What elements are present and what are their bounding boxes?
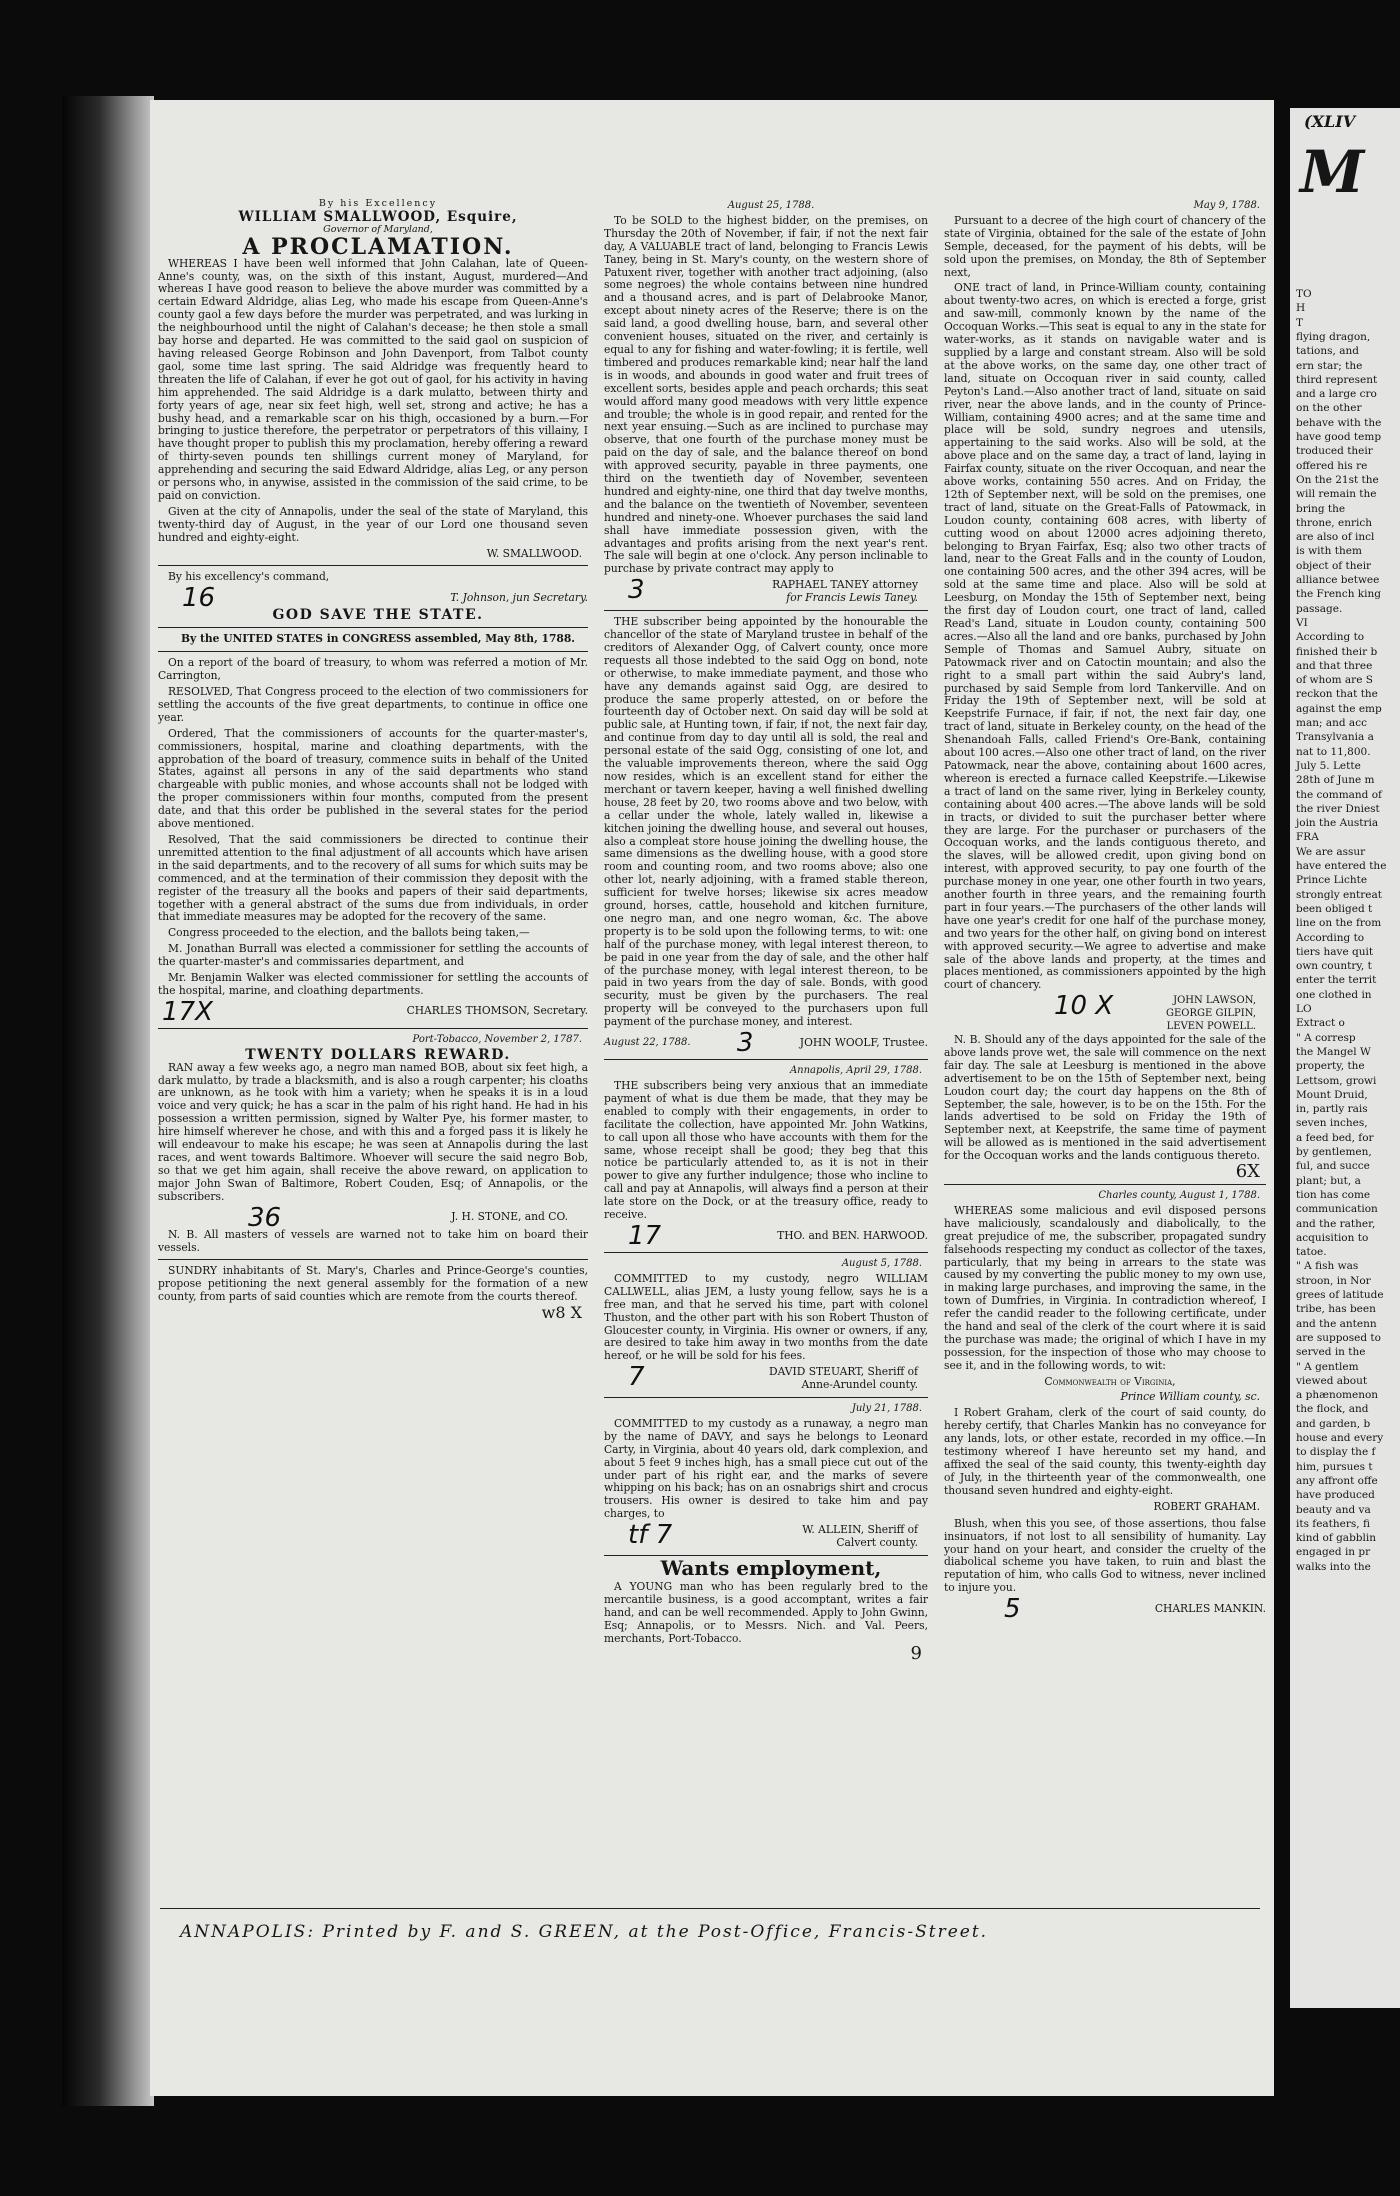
- strip-line: property, the: [1296, 1060, 1365, 1073]
- occoquan-date: May 9, 1788.: [1193, 200, 1260, 211]
- proclamation-command: By his excellency's command,: [168, 570, 330, 584]
- strip-line: and the antenn: [1296, 1317, 1377, 1330]
- strip-line: ful, and succe: [1296, 1160, 1370, 1173]
- strip-line: a feed bed, for: [1296, 1131, 1374, 1144]
- divider: [604, 1397, 928, 1398]
- divider: [158, 1259, 588, 1260]
- blush-paragraph: Blush, when this you see, of those assertions, thou false insinuators, if not lost to all sensibility of humanity. Lay your hand on your heart, and consider the cruelty of the diabolical scheme you have taken, to ruin and blast the reputation of him, who calls God to witness, never inclined to injure you.: [944, 1516, 1266, 1595]
- congress-para: Mr. Benjamin Walker was elected commissioner for settling the accounts of the hospital, marine, and cloathing departments.: [158, 971, 588, 997]
- proclamation-body: WHEREAS I have been well informed that John Calahan, late of Queen-Anne's county, was, on the sixth of this instant, August, murdered—And whereas I have good reason to believe the above murder was committed by a certain Edward Aldridge, alias Leg, who made his escape from Queen-Anne's county gaol a few days before the murder was perpetrated, and was lurking in the neighbourhood until the night of Calahan's decease; he then stole a small bay horse and departed. He was committed to the said gaol on suspicion of having released George Robinson and John Davenport, from Talbot county gaol, some time last spring. The said Aldridge was frequently heard to threaten the life of Calahan, if ever he got out of gaol, for his activity in having him apprehended. The said Aldridge is a dark mulatto, between thirty and forty years of age, near six feet high, well set, strong and active; he has a bushy head, and a remarkable scar on his thigh, occasioned by a burn.—For bringing to justice therefore, the perpetrator or perpetrators of this villainy, I have thought proper to publish this my proclamation, hereby offering a reward of thirty-seven pounds ten shillings current money of Maryland, for apprehending and securing the said Edward Aldridge, alias Leg, or any person or persons who, in anywise, assisted in the commission of the said crime, to be paid on conviction.: [158, 256, 588, 502]
- harwood-date: Annapolis, April 29, 1788.: [789, 1065, 922, 1077]
- divider: [158, 627, 588, 628]
- allein-signature-2: Calvert county.: [836, 1536, 918, 1550]
- strip-line: are also of incl: [1296, 531, 1375, 544]
- strip-line: TO: [1296, 288, 1312, 300]
- proclamation-signature: W. SMALLWOOD.: [486, 546, 582, 560]
- handwritten-mark: 9: [910, 1643, 922, 1665]
- strip-line: will remain the: [1296, 488, 1377, 501]
- divider: [944, 1184, 1266, 1185]
- congress-para: M. Jonathan Burrall was elected a commissioner for settling the accounts of the quarter-master's and commissaries department, and: [158, 942, 588, 969]
- strip-line: have entered the: [1296, 860, 1387, 872]
- divider: [158, 651, 588, 652]
- strip-line: and that three: [1296, 659, 1373, 672]
- divider: [158, 565, 588, 566]
- strip-line: tatoe.: [1296, 1246, 1327, 1259]
- commonwealth-title: Commonwealth of Virginia,: [1044, 1374, 1176, 1388]
- strip-line: him, pursues t: [1296, 1460, 1373, 1473]
- reward-nb: N. B. All masters of vessels are warned not to take him on board their vessels.: [158, 1227, 588, 1254]
- strip-line: tiers have quit: [1296, 945, 1374, 958]
- occoquan-body: ONE tract of land, in Prince-William county, containing about twenty-two acres, on which is erected a forge, grist and saw-mill, commonly known by the name of the Occoquan Works.—This seat is equal to any in the state for water-works, as it stands on navigable water and is supplied by a large and constant stream. Also will be sold at the above works, on the same day, one other tract of land, situate on Occoquan river in said county, called Peyton's Land.—Also another tract of land, situate on said river, near the above lands, and in the county of Prince-William, containing 4900 acres; and at the same time and place will be sold, sundry negroes and utensils, appertaining to the said works. Also will be sold, at the above place and on the same day, a tract of land, laying in Fairfax county, situate on the river Occoquan, and near the above works, containing 550 acres. And on Friday, the 12th of September next, will be sold on the premises, one tract of land, situate on the Great-Falls of Patowmack, in Loudon county, containing 608 acres, with liberty of cutting wood on about 12000 acres adjoining thereto, belonging to Bryan Fairfax, Esq; also two other tracts of land, near to the Great Falls and in the county of Loudon, one containing 500 acres, and the other 394 acres, will be sold at the same time and place. Also will be sold at Leesburg, on Monday the 15th of September next, being the first day of Loudon court, one tract of land, called Read's Land, situate in Loudon county, containing 500 acres.—Also all the land and ore banks, purchased by John Semple of Thomas and Samuel Aubry, situate on Patowmack river and on Catoctin mountain; and also the right to a small part within the said Aubry's land, purchased by said Semple from lord Tankerville. And on Friday the 19th of September next, will be sold at Keepstrife Furnace, if fair, if not, the next fair day, one tract of land, situate in Berkeley county, on the head of the Shenandoah Falls, called Friend's Ore-Bank, containing about 100 acres.—Also one other tract of land, on the river Patowmack, near the above, containing about 1600 acres, whereon is erected a furnace called Keepstrife.—Likewise a tract of land on the same river, lying in Berkeley county, containing about 400 acres.—The above lands will be sold in tracts, or divided to suit the purchaser better where they are large. For the purchaser or purchasers of the Occoquan works, and the lands contiguous thereto, and the slaves, will be allowed credit, upon giving bond on interest, with approved security, to pay one fourth of the purchase money in one year, one other fourth in two years, another fourth in three years, and the remaining fourth part in four years.—The purchasers of the other lands will have one year's credit for one half of the purchase money, and two years for the other half, on giving bond on interest with approved security.—We agree to advertise and make sale of the above lands and property, at the times and places mentioned, as commissioners appointed by the high court of chancery.: [944, 281, 1266, 992]
- strip-line: served in the: [1296, 1346, 1366, 1359]
- book-binding: [62, 96, 154, 2106]
- strip-line: acquisition to: [1296, 1231, 1369, 1244]
- strip-line: man; and acc: [1296, 717, 1367, 729]
- adjacent-page-strip: [1290, 108, 1400, 2008]
- strip-line: passage.: [1296, 602, 1343, 615]
- strip-line: According to: [1296, 631, 1365, 644]
- mankin-signature: CHARLES MANKIN.: [1154, 1601, 1266, 1615]
- harwood-signature: THO. and BEN. HARWOOD.: [777, 1228, 928, 1242]
- congress-para: Congress proceeded to the election, and the ballots being taken,—: [168, 926, 530, 940]
- strip-line: the river Dniest: [1296, 802, 1380, 815]
- strip-line: Lettsom, growi: [1296, 1074, 1377, 1087]
- divider: [604, 610, 928, 611]
- occoquan-nb: N. B. Should any of the days appointed for the sale of the above lands prove wet, the sale will commence on the next fair day. The sale at Leesburg is mentioned in the above advertisement to be on the 15th of September next, being Loudon court day; the court day happens on the 8th of September, the sale, however, is to be on the 15th. For the lands advertised to be sold on Friday the 19th of September next, at Keepstrife, the same time of payment will be allowed as is mentioned in the said advertisement for the Occoquan works and the lands contiguous thereto.: [944, 1033, 1266, 1163]
- strip-line: have good temp: [1296, 431, 1382, 443]
- strip-line: T: [1296, 316, 1304, 329]
- sale-body: To be SOLD to the highest bidder, on the premises, on Thursday the 20th of November, if fair, if not the next fair day, A VALUABLE tract of land, belonging to Francis Lewis Taney, being in St. Mary's county, on the western shore of Patuxent river, together with another tract adjoining, (also some negroes) the whole contains between nine hundred and a thousand acres, and is part of Delabrooke Manor, except about ninety acres of the Reserve; there is on the said land, a good dwelling house, barn, and several other convenient houses, situated on the river, and certainly is equal to any for fishing and water-fowling; it is fertile, well timbered and produces remarkable kind; near half the land is in woods, and abounds in good water and fruit trees of excellent sorts, besides apple and peach orchards; this seat would afford many good meadows with very little expence and trouble; the whole is in good repair, and rented for the next year ensuing.—Such as are inclined to purchase may observe, that one fourth of the purchase money must be paid on the day of sale, and the balance thereof on bond with approved security, payable in three payments, one third on the twentieth day of November, seventeen hundred and eighty-nine, one third that day twelve months, and the balance on the twentieth of November, seventeen hundred and ninety-one. Whoever purchases the said land shall have immediate possession given, with the advantages and profits arising from the next year's rent. The sale will begin at one o'clock. Any person inclinable to purchase by private contract may apply to: [604, 213, 928, 576]
- commissioner-2: GEORGE GILPIN,: [1165, 1008, 1256, 1020]
- strip-line: the command of: [1296, 788, 1382, 801]
- strip-line: offered his re: [1296, 459, 1368, 472]
- divider: [604, 1059, 928, 1060]
- handwritten-mark: 6X: [1235, 1161, 1260, 1183]
- mankin-body: WHEREAS some malicious and evil disposed persons have maliciously, scandalously and diabolically, to the great prejudice of me, the subscriber, propagated sundry falsehoods respecting my conduct as collector of the taxes, particularly, that my being in arrears to the state was caused by my converting the public money to my own use, in making large purchases, and improving the same, in the town of Dumfries, in Virginia. In contradiction whereof, I refer the candid reader to the following certificate, under the hand and seal of the clerk of the court where it is said the purchase was made; the original of which I have in my possession, for the inspection of those who may choose to see it, and in the following words, to wit:: [944, 1203, 1266, 1372]
- strip-line: strongly entreat: [1296, 888, 1382, 901]
- strip-line: reckon that the: [1296, 688, 1378, 701]
- reward-title: TWENTY DOLLARS REWARD.: [245, 1046, 511, 1063]
- allwell-date: August 5, 1788.: [841, 1257, 922, 1269]
- strip-line: alliance betwee: [1296, 574, 1380, 586]
- strip-line: of whom are S: [1296, 674, 1373, 687]
- strip-line: any affront offe: [1296, 1474, 1378, 1487]
- davy-notice: COMMITTED to my custody as a runaway, a negro man by the name of DAVY, and says he belongs to Leonard Carty, in Virginia, about 40 years old, dark complexion, and about 5 feet 9 inches high, has a small piece cut out of the under part of his right ear, and the marks of severe whipping on his back; has on an osnabrigs shirt and crocus trousers. His owner is desired to take him and pay charges, to: [604, 1416, 928, 1521]
- proclamation-title: A PROCLAMATION.: [242, 233, 514, 260]
- wants-employment-title: Wants employment,: [660, 1556, 882, 1580]
- handwritten-mark: 10 X: [1054, 991, 1114, 1022]
- strip-line: stroon, in Nor: [1296, 1274, 1371, 1287]
- proclamation-governor-name: WILLIAM SMALLWOOD, Esquire,: [238, 208, 518, 225]
- allein-signature: W. ALLEIN, Sheriff of: [802, 1523, 918, 1537]
- woolf-signature: JOHN WOOLF, Trustee.: [799, 1035, 928, 1049]
- strip-line: " A corresp: [1296, 1031, 1356, 1044]
- strip-line: enter the territ: [1296, 974, 1377, 987]
- reward-body: RAN away a few weeks ago, a negro man named BOB, about six feet high, a dark mulatto, by trade a blacksmith, and is also a rough carpenter; his cloaths are unknown, as he took with him a variety; when he speaks it is in a loud voice and very quick; he has a scar in the palm of his right hand. He had in his possession a written permission, signed by Walter Pye, his former master, to hire himself wherever he chose, and with this and a forged pass it is likely he will endeavour to make his escape; he was seen at Annapolis during the last races, and went towards Baltimore. Whoever will secure the said negro Bob, so that we get him again, shall receive the above reward, on application to major John Swan of Baltimore, Robert Couden, Esq; of Annapolis, or the subscribers.: [158, 1060, 588, 1203]
- strip-line: beauty and va: [1296, 1503, 1371, 1516]
- strip-line: in, partly rais: [1296, 1103, 1368, 1116]
- reward-dateline: Port-Tobacco, November 2, 1787.: [412, 1033, 582, 1045]
- handwritten-mark: 3: [736, 1028, 754, 1059]
- commonwealth-county: Prince William county, sc.: [1120, 1389, 1260, 1403]
- strip-line: tribe, has been: [1296, 1303, 1376, 1316]
- strip-line: According to: [1296, 931, 1365, 944]
- strip-line: Extract o: [1296, 1017, 1345, 1030]
- strip-masthead-letter: M: [1300, 138, 1365, 206]
- strip-line: tion has come: [1296, 1188, 1371, 1201]
- strip-line: object of their: [1296, 559, 1372, 572]
- strip-line: is with them: [1296, 545, 1362, 558]
- column-2: [604, 198, 928, 1665]
- divider: [158, 1028, 588, 1029]
- strip-line: VI: [1296, 616, 1308, 629]
- harwood-notice: THE subscribers being very anxious that an immediate payment of what is due them be made, that they may be enabled to comply with their engagements, in order to facilitate the collection, have appointed Mr. John Watkins, to call upon all those who have accounts with them for the same, whose receipt shall be good; they beg that this notice be particularly attended to, as it is not in their power to give any further indulgence; those who incline to call and pay at Annapolis, will always find a person at their late store on the Dock, or at the treasury office, ready to receive.: [604, 1079, 928, 1222]
- strip-line: join the Austria: [1296, 817, 1379, 830]
- commissioner-1: JOHN LAWSON,: [1173, 995, 1256, 1007]
- strip-line: behave with the: [1296, 416, 1382, 429]
- strip-line: seven inches,: [1296, 1117, 1368, 1130]
- strip-line: walks into the: [1296, 1560, 1371, 1573]
- strip-line: nat to 11,800.: [1296, 745, 1371, 758]
- steuart-signature: DAVID STEUART, Sheriff of: [769, 1365, 918, 1379]
- strip-line: been obliged t: [1296, 902, 1373, 915]
- strip-line: a phænomenon: [1296, 1389, 1379, 1402]
- strip-line: by gentlemen,: [1296, 1146, 1372, 1158]
- strip-line: the French king: [1296, 588, 1381, 601]
- steuart-signature-2: Anne-Arundel county.: [801, 1378, 918, 1392]
- strip-line: and the rather,: [1296, 1217, 1376, 1230]
- strip-line: kind of gabblin: [1296, 1532, 1376, 1545]
- strip-line: Prince Lichte: [1296, 874, 1368, 887]
- congress-para: Ordered, That the commissioners of accounts for the quarter-master's, commissioners, hospital, marine and cloathing departments, with the approbation of the board of treasury, commence suits in behalf of the United States, against all persons in any of the said departments who stand chargeable with public monies, and whose accounts shall not be lodged with the proper commissioners within four months, computed from the present date, and that this order be published in the several states for the period above mentioned.: [158, 726, 588, 831]
- strip-line: We are assur: [1296, 845, 1366, 858]
- strip-line: own country, t: [1296, 960, 1372, 973]
- sale-signature-2: for Francis Lewis Taney.: [786, 591, 918, 605]
- proclamation-governor-title: Governor of Maryland,: [323, 223, 433, 235]
- strip-line: one clothed in: [1296, 988, 1372, 1001]
- strip-line: against the emp: [1296, 702, 1382, 715]
- commissioner-3: LEVEN POWELL.: [1166, 1021, 1256, 1033]
- strip-line: its feathers, fi: [1296, 1517, 1370, 1530]
- ogg-notice: THE subscriber being appointed by the honourable the chancellor of the state of Maryland trustee in behalf of the creditors of Alexander Ogg, of Calvert county, once more requests all those indebted to the said Ogg on bond, note or otherwise, to make immediate payment, and those who have any demands against said Ogg, are desired to produce the same properly attested, on or before the fourteenth day of October next. On said day will be sold at public sale, at Hunting town, if fair, if not, the next fair day, and continue from day to day until all is sold, the real and personal estate of the said Ogg, consisting of one lot, and the valuable improvements thereon, where the said Ogg now resides, which is an excellent stand for either the merchant or tavern keeper, having a well finished dwelling house, 28 feet by 20, two rooms above and two below, with a cellar under the whole, lately walled in, likewise a kitchen joining the dwelling house, and several out houses, also a compleat store house joining the dwelling house, the same dimensions as the dwelling house, with a good store room and counting room, and two rooms above; also one other lot, nearly adjoining, with a framed stable thereon, sufficient for twelve horses; likewise six acres meadow ground, horses, cattle, household and kitchen furniture, one negro man, and one negro woman, &c. The above property is to be sold upon the following terms, to wit: one half of the purchase money, with legal interest thereon, to be paid in one year from the day of sale, and the other half of the purchase money, with legal interest thereon, to be paid in two years from the day of sale. Bonds, with good security, must be given by the purchasers. The real property will be conveyed to the purchasers upon full payment of the purchase money, and interest.: [604, 615, 928, 1029]
- strip-line: tations, and: [1296, 345, 1359, 358]
- sundry-notice: SUNDRY inhabitants of St. Mary's, Charles and Prince-George's counties, propose petitioning the next general assembly for the formation of a new county, from parts of said counties which are remote from the courts thereof.: [158, 1264, 588, 1304]
- mankin-date: Charles county, August 1, 1788.: [1098, 1189, 1260, 1201]
- column-3: [944, 198, 1266, 1625]
- strip-line: FRA: [1296, 831, 1319, 844]
- strip-line: On the 21st the: [1296, 473, 1379, 486]
- graham-signature: ROBERT GRAHAM.: [1153, 1499, 1260, 1513]
- strip-line: LO: [1296, 1003, 1312, 1015]
- proclamation-given: Given at the city of Annapolis, under the seal of the state of Maryland, this twenty-third day of August, in the year of our Lord one thousand seven hundred and eighty-eight.: [158, 504, 588, 544]
- strip-line: and garden, b: [1296, 1417, 1371, 1430]
- sale-signature: RAPHAEL TANEY attorney: [772, 578, 918, 592]
- congress-para: On a report of the board of treasury, to whom was referred a motion of Mr. Carrington,: [158, 656, 588, 683]
- strip-line: have produced: [1296, 1489, 1375, 1502]
- strip-line: Mount Druid,: [1296, 1088, 1368, 1101]
- davy-date: July 21, 1788.: [851, 1403, 922, 1415]
- strip-line: 28th of June m: [1296, 774, 1375, 787]
- handwritten-mark: w8 X: [541, 1303, 582, 1323]
- strip-line: bring the: [1296, 502, 1346, 515]
- handwritten-mark: 5: [1004, 1594, 1021, 1625]
- strip-header: (XLIV: [1304, 112, 1356, 131]
- handwritten-mark: 17X: [162, 996, 213, 1027]
- strip-line: and a large cro: [1296, 388, 1377, 401]
- strip-line: plant; but, a: [1296, 1174, 1361, 1187]
- proclamation-excellency: By his Excellency: [318, 198, 438, 209]
- strip-line: third represent: [1296, 373, 1378, 386]
- strip-line: on the other: [1296, 402, 1362, 415]
- strip-line: July 5. Lette: [1296, 759, 1361, 772]
- strip-line: " A fish was: [1296, 1260, 1359, 1273]
- strip-line: to display the f: [1296, 1446, 1376, 1459]
- god-save-the-state: GOD SAVE THE STATE.: [272, 607, 484, 624]
- strip-line: engaged in pr: [1296, 1546, 1371, 1559]
- strip-line: throne, enrich: [1296, 516, 1372, 529]
- strip-line: ern star; the: [1296, 359, 1363, 372]
- congress-para: Resolved, That the said commissioners be directed to continue their unremitted attention to the final adjustment of all accounts which have arisen in the said departments, and to the recovery of all sums for which suits may be commenced, and at the termination of their commission they deposit with the register of the treasury all the books and papers of their said departments, together with a general abstract of the sums due from individuals, in order that immediate measures may be adopted for the recovery of the same.: [158, 832, 588, 924]
- occoquan-intro: Pursuant to a decree of the high court of chancery of the state of Virginia, obtained for the sale of the estate of John Semple, deceased, for the payment of his debts, will be sold upon the premises, on Monday, the 8th of September next,: [944, 213, 1266, 279]
- strip-line: flying dragon,: [1296, 330, 1371, 343]
- column-1: [158, 198, 588, 1324]
- strip-line: H: [1296, 302, 1306, 315]
- congress-para: RESOLVED, That Congress proceed to the election of two commissioners for settling the accounts of the five great departments, to continue in office one year.: [158, 685, 588, 724]
- handwritten-mark: tf 7: [628, 1520, 673, 1551]
- woolf-date: August 22, 1788.: [604, 1036, 691, 1048]
- strip-line: line on the from: [1296, 917, 1382, 930]
- handwritten-mark: 36: [248, 1202, 282, 1233]
- strip-line: " A gentlem: [1296, 1360, 1359, 1373]
- handwritten-mark: 3: [628, 575, 645, 606]
- sale-date: August 25, 1788.: [727, 200, 815, 211]
- strip-line: communication: [1296, 1203, 1378, 1216]
- divider: [604, 1252, 928, 1253]
- newspaper-page: [150, 100, 1274, 2096]
- congress-heading: By the UNITED STATES in CONGRESS assembled, May 8th, 1788.: [181, 632, 575, 646]
- strip-line: viewed about: [1296, 1374, 1368, 1387]
- strip-line: house and every: [1296, 1432, 1384, 1444]
- strip-line: the flock, and: [1296, 1403, 1369, 1416]
- strip-line: Transylvania a: [1296, 731, 1374, 744]
- handwritten-mark: 7: [628, 1362, 645, 1393]
- proclamation-secretary: T. Johnson, jun Secretary.: [450, 590, 588, 604]
- strip-line: are supposed to: [1296, 1331, 1381, 1344]
- wants-employment-body: A YOUNG man who has been regularly bred to the mercantile business, is a good accomptant, writes a fair hand, and can be well recommended. Apply to John Gwinn, Esq; Annapolis, or to Messrs. Nich. and Val. Peers, merchants, Port-Tobacco.: [604, 1579, 928, 1645]
- strip-line: finished their b: [1296, 645, 1378, 658]
- commonwealth-certificate: I Robert Graham, clerk of the court of said county, do hereby certify, that Charles Mankin has no conveyance for any lands, lots, or other estate, recorded in my office.—In testimony whereof I have hereunto set my hand, and affixed the seal of the said county, this twenty-eighth day of July, in the thirteenth year of the commonwealth, one thousand seven hundred and eighty-eight.: [944, 1406, 1266, 1497]
- strip-line: the Mangel W: [1296, 1045, 1371, 1058]
- handwritten-mark: 16: [182, 583, 216, 614]
- handwritten-mark: 17: [628, 1220, 662, 1251]
- strip-line: troduced their: [1296, 445, 1373, 458]
- allwell-notice: COMMITTED to my custody, negro WILLIAM CALLWELL, alias JEM, a lusty young fellow, says he is a free man, and that he served his time, part with colonel Thuston, and the other part with his son Robert Thuston of Gloucester county, in Virginia. His owner or owners, if any, are desired to take him away in two months from the date hereof, or he will be sold for his fees.: [604, 1271, 928, 1363]
- congress-signature: CHARLES THOMSON, Secretary.: [406, 1004, 588, 1018]
- strip-line: grees of latitude: [1296, 1289, 1384, 1301]
- footer-rule: [160, 1908, 1260, 1909]
- imprint-footer: ANNAPOLIS: Printed by F. and S. GREEN, at the Post-Office, Francis-Street.: [180, 1922, 989, 1942]
- reward-signature: J. H. STONE, and CO.: [451, 1210, 568, 1224]
